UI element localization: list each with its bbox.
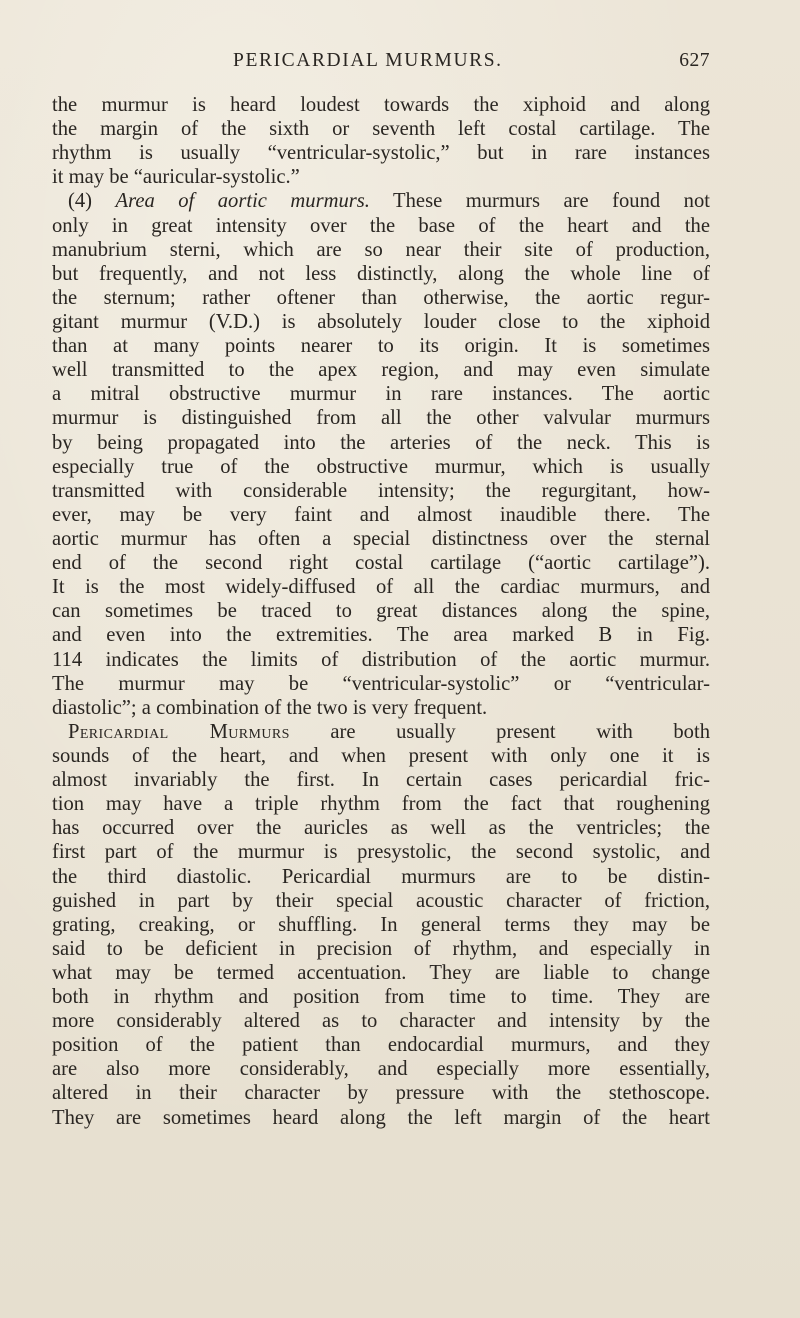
section-number: (4) [68,190,93,213]
text-line: guished in part by their special acoustic character of friction, [52,889,710,912]
text-line: only in great intensity over the base of the heart and the [52,214,710,237]
text-run: are usually present with both [330,720,711,743]
page-header [88,50,710,80]
text-line: the margin of the sixth or seventh left costal cartilage. The [52,118,710,141]
text-line: said to be deficient in precision of rhythm, and especially in [52,937,710,960]
text-line: murmur is distinguished from all the other valvular murmurs [52,407,710,430]
text-line: both in rhythm and position from time to time. They are [52,986,710,1009]
text-line: and even into the extremities. The area marked B in Fig. [52,624,710,647]
text-line: well transmitted to the apex region, and may even simulate [52,359,710,382]
text-line: the sternum; rather oftener than otherwise, the aortic regur- [52,286,710,309]
text-line: has occurred over the auricles as well as the ventricles; the [52,817,710,840]
body-text [52,93,710,1130]
text-line: They are sometimes heard along the left margin of the heart [52,1106,710,1129]
text-line: diastolic”; a combination of the two is very frequent. [52,696,488,719]
text-line: but frequently, and not less distinctly, along the whole line of [52,262,710,285]
text-line: ever, may be very faint and almost inaudible there. The [52,503,710,526]
text-line: what may be termed accentuation. They are liable to change [52,961,710,984]
text-run: These murmurs are found not [393,190,710,213]
text-line: end of the second right costal cartilage (“aortic cartilage”). [52,552,710,575]
text-line: it may be “auricular-systolic.” [52,166,300,189]
text-line: position of the patient than endocardial murmurs, and they [52,1034,710,1057]
text-line: manubrium sterni, which are so near their site of production, [52,238,710,261]
section-heading-pericardial: Pericardial Murmurs [68,720,290,743]
text-line: the murmur is heard loudest towards the xiphoid and along [52,94,710,116]
text-line: altered in their character by pressure with the stethoscope. [52,1082,710,1105]
text-line: tion may have a triple rhythm from the fact that roughening [52,793,710,816]
text-line: can sometimes be traced to great distances along the spine, [52,600,710,623]
text-line: are also more considerably, and especially more essentially, [52,1058,710,1081]
text-line: by being propagated into the arteries of the neck. This is [52,431,710,454]
text-line: more considerably altered as to character and intensity by the [52,1010,710,1033]
text-line: rhythm is usually “ventricular-systolic,” but in rare instances [52,142,710,165]
text-line: It is the most widely-diffused of all the cardiac murmurs, and [52,576,710,599]
text-line: sounds of the heart, and when present with only one it is [52,744,710,767]
text-line: grating, creaking, or shuffling. In general terms they may be [52,913,710,936]
text-line: than at many points nearer to its origin. It is sometimes [52,335,710,358]
section-pericardial-first-line [52,720,710,744]
text-line: aortic murmur has often a special distinctness over the sternal [52,527,710,550]
text-line: gitant murmur (V.D.) is absolutely louder close to the xiphoid [52,310,710,333]
text-line: first part of the murmur is presystolic, the second systolic, and [52,841,710,864]
page-number: 627 [679,50,710,71]
text-line: The murmur may be “ventricular-systolic” or “ventricular- [52,672,710,695]
text-line: a mitral obstructive murmur in rare instances. The aortic [52,383,710,406]
text-line: almost invariably the first. In certain cases pericardial fric- [52,769,710,792]
section-heading-aortic: Area of aortic murmurs. [115,190,370,213]
text-line: transmitted with considerable intensity; the regurgitant, how- [52,479,710,502]
section-4-first-line [52,189,710,213]
text-line: 114 indicates the limits of distribution of the aortic murmur. [52,648,710,671]
text-line: especially true of the obstructive murmur, which is usually [52,455,710,478]
running-title: PERICARDIAL MURMURS. [233,50,503,71]
text-line: the third diastolic. Pericardial murmurs are to be distin- [52,865,710,888]
